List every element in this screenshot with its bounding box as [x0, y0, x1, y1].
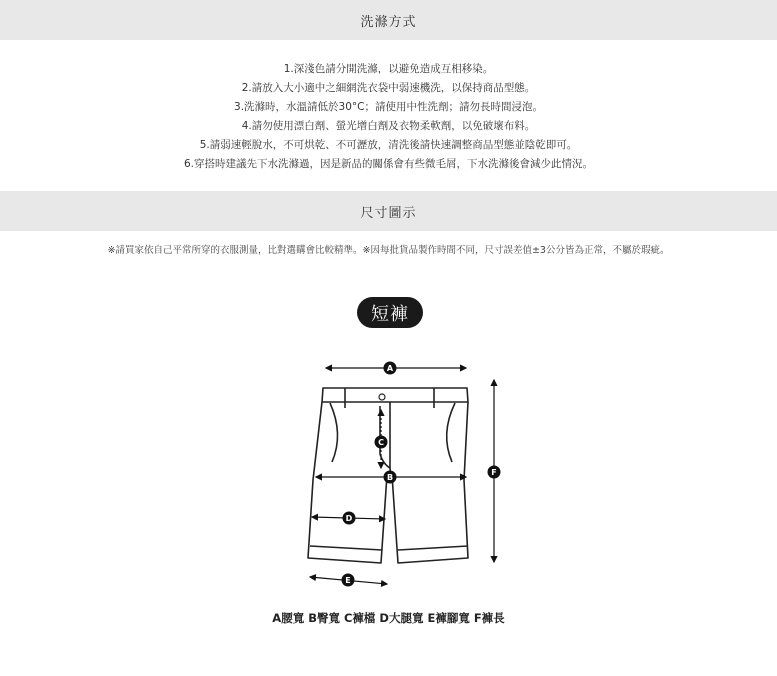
- marker-a-label: A: [386, 364, 394, 373]
- wash-instructions-list: [0, 60, 777, 174]
- button-icon: [379, 394, 385, 400]
- dimension-a-waist: [326, 362, 466, 375]
- dimension-c-rise: [375, 410, 388, 468]
- marker-b-label: B: [386, 473, 394, 482]
- wash-instruction-item: 4.請勿使用漂白劑、螢光增白劑及衣物柔軟劑，以免破壞布料。: [241, 120, 536, 132]
- marker-e-label: E: [345, 576, 351, 585]
- shorts-size-diagram: [290, 350, 530, 600]
- size-section-title: 尺寸圖示: [360, 205, 417, 221]
- wash-instruction-item: 1.深淺色請分開洗滌，以避免造成互相移染。: [283, 63, 494, 75]
- wash-instruction-item: 2.請放入大小適中之細網洗衣袋中弱速機洗，以保持商品型態。: [241, 82, 536, 94]
- measurement-legend: A腰寬 B臀寬 C褲檔 D大腿寬 E褲腳寬 F褲長: [272, 611, 505, 625]
- wash-instruction-item: 5.請弱速輕脫水，不可烘乾、不可瀝放，清洗後請快速調整商品型態並陰乾即可。: [199, 139, 578, 151]
- marker-c-label: C: [378, 438, 384, 447]
- marker-f-label: F: [491, 468, 497, 477]
- dimension-b-hip: [316, 471, 466, 484]
- marker-d-label: D: [345, 514, 353, 523]
- dimension-d-thigh: [312, 512, 385, 525]
- size-section-header: [0, 191, 777, 231]
- dimension-e-leg-opening: [310, 574, 387, 587]
- size-disclaimer-note: ※請買家依自己平常所穿的衣服測量，比對選購會比較精準。※因每批貨品製作時間不同，尺寸誤差值±3公分皆為正常，不屬於瑕疵。: [107, 245, 670, 256]
- product-type-label: 短褲: [371, 303, 409, 325]
- wash-section-header: [0, 0, 777, 40]
- wash-instruction-item: 3.洗滌時，水溫請低於30°C；請使用中性洗劑；請勿長時間浸泡。: [234, 101, 543, 113]
- dimension-f-length: [488, 380, 501, 562]
- product-type-badge: [357, 297, 423, 328]
- wash-instruction-item: 6.穿搭時建議先下水洗滌過，因是新品的關係會有些微毛屑，下水洗滌後會減少此情況。: [183, 158, 594, 170]
- wash-section-title: 洗滌方式: [360, 14, 417, 30]
